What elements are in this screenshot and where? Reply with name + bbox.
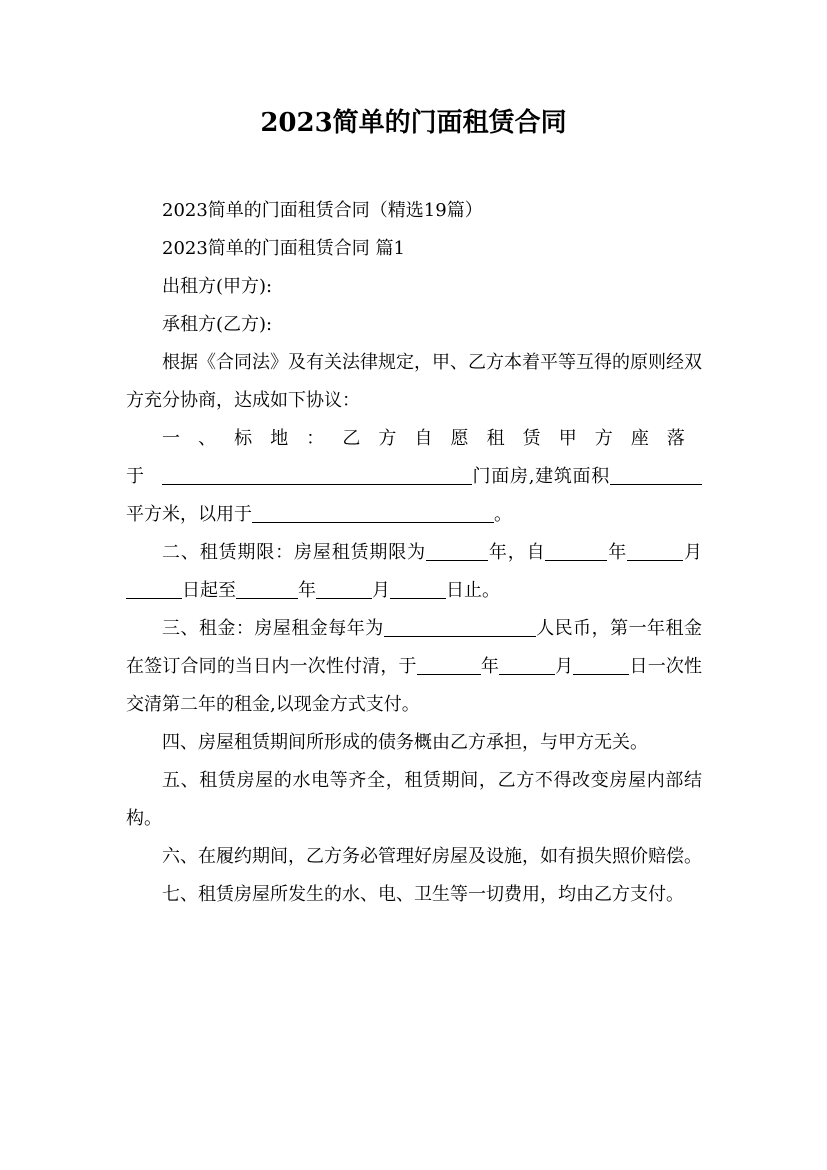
clause-5: 五、租赁房屋的水电等齐全，租赁期间，乙方不得改变房屋内部结构。 [126, 770, 702, 829]
subtitle: 2023简单的门面租赁合同（精选19篇） [162, 200, 483, 221]
document-title: 2023简单的门面租赁合同 [260, 108, 567, 138]
clause-2-day-from: 日起至 [182, 580, 236, 601]
clause-3-year: 年 [480, 656, 500, 677]
usage-blank [252, 503, 494, 523]
start-day-blank [126, 579, 182, 599]
clause-2-year: 年 [607, 542, 628, 563]
end-year-blank [236, 579, 298, 599]
end-month-blank [316, 579, 372, 599]
payment-day-blank [573, 655, 629, 675]
clause-3-lead: 三、租金：房屋租金每年为 [162, 618, 384, 639]
clause-2-lead: 二、租赁期限：房屋租赁期限为 [162, 542, 426, 563]
payment-month-blank [499, 655, 555, 675]
clause-4: 四、房屋租赁期间所形成的债务概由乙方承担，与甲方无关。 [162, 732, 648, 753]
clause-3 [126, 610, 702, 724]
clause-2-year-from: 年，自 [488, 542, 546, 563]
clause-2 [126, 534, 702, 610]
clause-1-lead: 一、标地：乙方自愿租赁甲方座落于 [126, 428, 702, 487]
clause-7: 七、租赁房屋所发生的水、电、卫生等一切费用，均由乙方支付。 [162, 884, 684, 905]
clause-1-unit: 平方米，以用于 [126, 504, 252, 525]
document-body [126, 192, 702, 914]
clause-6: 六、在履约期间，乙方务必管理好房屋及设施，如有损失照价赔偿。 [162, 846, 702, 867]
clause-2-end: 日止。 [446, 580, 500, 601]
payment-year-blank [417, 655, 481, 675]
lessor-label: 出租方(甲方): [162, 276, 273, 297]
rent-amount-blank [384, 617, 536, 637]
term-years-blank [426, 541, 488, 561]
clause-3-month: 月 [555, 656, 574, 677]
intro-paragraph: 根据《合同法》及有关法律规定，甲、乙方本着平等互得的原则经双方充分协商，达成如下协议： [126, 352, 702, 411]
clause-2-year-to: 年 [298, 580, 316, 601]
clause-1 [126, 420, 702, 534]
clause-1-mid: 门面房,建筑面积 [471, 466, 610, 487]
clause-2-month-to: 月 [372, 580, 390, 601]
end-day-blank [390, 579, 446, 599]
section-heading: 2023简单的门面租赁合同 篇1 [162, 238, 405, 259]
clause-3-end: 日一次性交清第二年的租金,以现金方式支付。 [126, 656, 703, 715]
clause-2-month: 月 [683, 542, 703, 563]
start-month-blank [627, 541, 683, 561]
start-year-blank [545, 541, 607, 561]
lessee-label: 承租方(乙方): [162, 314, 273, 335]
clause-1-end: 。 [494, 504, 512, 525]
area-blank [610, 465, 702, 485]
location-blank [162, 465, 472, 485]
clause-3-currency: 人民币，第一年租金在签订合同的当日内一次性付清，于 [126, 618, 703, 677]
